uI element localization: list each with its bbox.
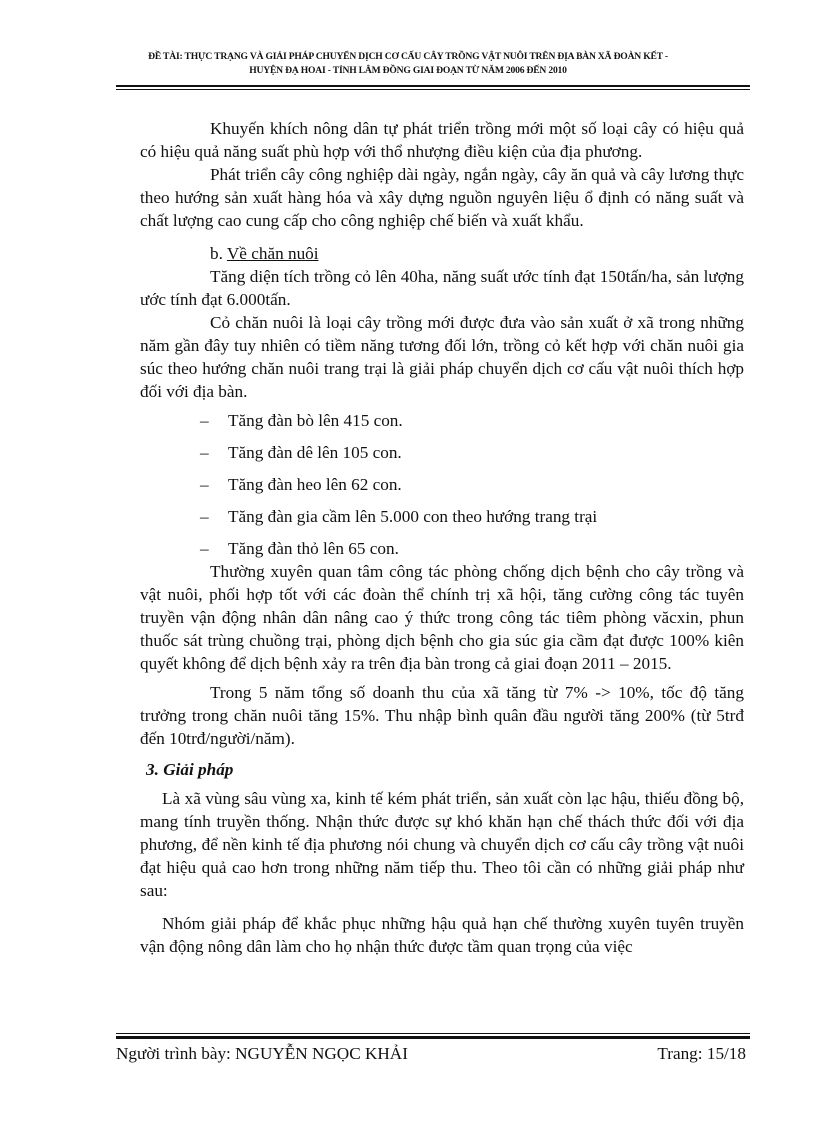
header-line-2: HUYỆN ĐẠ HOAI - TỈNH LÂM ĐỒNG GIAI ĐOẠN TỪ NĂM 2006 ĐẾN 2010 — [249, 65, 567, 76]
paragraph-1: Khuyến khích nông dân tự phát triển trồng mới một số loại cây có hiệu quả có hiệu quả năng suất phù hợp với thổ nhượng điều kiện của địa phương. — [140, 119, 744, 161]
list-marker: – — [200, 539, 209, 558]
document-header — [60, 50, 756, 78]
livestock-list — [140, 409, 744, 560]
list-marker: – — [200, 507, 209, 526]
list-item-text: Tăng đàn gia cầm lên 5.000 con theo hướng trang trại — [228, 507, 598, 526]
paragraph-4: Cỏ chăn nuôi là loại cây trồng mới được đưa vào sản xuất ở xã trong những năm gần đây tuy nhiên có tiềm năng tương đối lớn, trồng cỏ kết hợp với chăn nuôi gia súc theo hướng chăn nuôi trang trại là giải pháp chuyển dịch cơ cấu vật nuôi thích hợp đối với địa bàn. — [140, 313, 744, 401]
list-marker: – — [200, 443, 209, 462]
paragraph-3: Tăng diện tích trồng cỏ lên 40ha, năng suất ước tính đạt 150tấn/ha, sản lượng ước tính đạt 6.000tấn. — [140, 267, 744, 309]
header-rule — [116, 85, 750, 90]
list-item-text: Tăng đàn thỏ lên 65 con. — [228, 539, 399, 558]
subheading — [140, 242, 744, 265]
list-item — [200, 473, 744, 496]
paragraph-6: Trong 5 năm tổng số doanh thu của xã tăng từ 7% -> 10%, tốc độ tăng trưởng trong chăn nuôi tăng 15%. Thu nhập bình quân đầu người tăng 200% (từ 5trđ đến 10trđ/người/năm). — [140, 683, 744, 748]
paragraph-2: Phát triển cây công nghiệp dài ngày, ngắn ngày, cây ăn quả và cây lương thực theo hướng sản xuất hàng hóa và xây dựng nguồn nguyên liệu ổ định có năng suất và chất lượng cao cung cấp cho công nghiệp chế biến và xuất khẩu. — [140, 165, 744, 230]
paragraph-5: Thường xuyên quan tâm công tác phòng chống dịch bệnh cho cây trồng và vật nuôi, phối hợp tốt với các đoàn thể chính trị xã hội, tăng cường công tác tuyên truyền vận động nhân dân nâng cao ý thức trong công tác tiêm phòng văcxin, phun thuốc sát trùng chuồng trại, phòng dịch bệnh cho gia súc gia cầm đạt được 100% kiên quyết không để dịch bệnh xảy ra trên địa bàn trong cả giai đoạn 2011 – 2015. — [140, 562, 744, 673]
list-item-text: Tăng đàn dê lên 105 con. — [228, 443, 402, 462]
paragraph-8: Nhóm giải pháp để khắc phục những hậu quả hạn chế thường xuyên tuyên truyền vận động nông dân làm cho họ nhận thức được tầm quan trọng của việc — [140, 914, 744, 956]
subheading-prefix: b. — [210, 244, 227, 263]
footer-presenter: Người trình bày: NGUYỄN NGỌC KHẢI — [116, 1044, 408, 1063]
subheading-text: Về chăn nuôi — [226, 244, 319, 263]
footer-page-number: Trang: 15/18 — [657, 1044, 746, 1063]
footer-rule — [116, 1033, 750, 1039]
list-marker: – — [200, 411, 209, 430]
section-heading: 3. Giải pháp — [146, 760, 234, 779]
paragraph-7: Là xã vùng sâu vùng xa, kinh tế kém phát triển, sản xuất còn lạc hậu, thiếu đồng bộ, mang tính truyền thống. Nhận thức được sự khó khăn hạn chế thách thức đối với địa phương, để nền kinh tế địa phương nói chung và chuyển dịch cơ cấu cây trồng vật nuôi đạt hiệu quả cao hơn trong những năm tiếp thu. Theo tôi cần có những giải pháp như sau: — [140, 789, 744, 900]
header-line-1: ĐỀ TÀI: THỰC TRẠNG VÀ GIẢI PHÁP CHUYỂN DỊCH CƠ CẤU CÂY TRỒNG VẬT NUÔI TRÊN ĐỊA BÀN XÃ ĐOÀN KẾT - — [148, 51, 668, 62]
list-item — [200, 537, 744, 560]
list-item-text: Tăng đàn bò lên 415 con. — [228, 411, 403, 430]
list-item — [200, 409, 744, 432]
list-item-text: Tăng đàn heo lên 62 con. — [228, 475, 402, 494]
page-body — [140, 117, 744, 958]
list-item — [200, 505, 744, 528]
list-item — [200, 441, 744, 464]
list-marker: – — [200, 475, 209, 494]
